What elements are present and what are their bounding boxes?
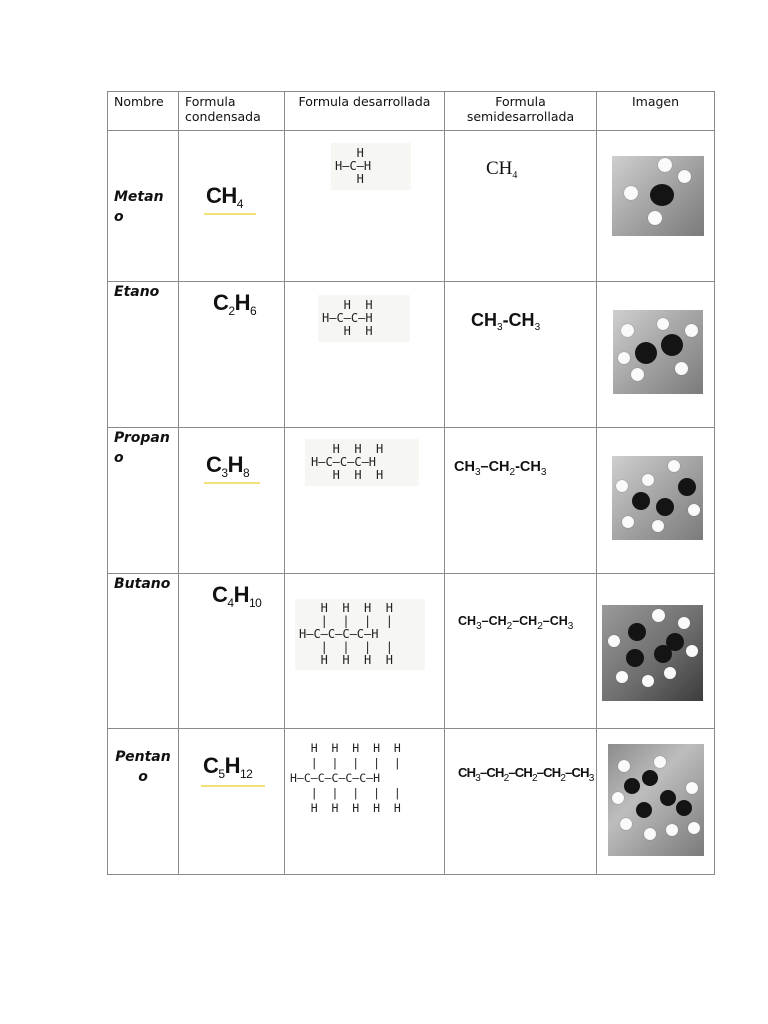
semi-formula xyxy=(445,282,597,428)
highlight-underline xyxy=(204,213,256,215)
header-condensada: Formula condensada xyxy=(179,92,285,131)
condensed-formula xyxy=(179,574,285,729)
header-desarrollada: Formula desarrollada xyxy=(285,92,445,131)
table-row xyxy=(108,574,715,729)
semi-formula xyxy=(445,574,597,729)
compound-name-text: Propano xyxy=(114,430,170,466)
compound-name xyxy=(108,729,179,875)
alkanes-table xyxy=(107,91,715,875)
header-row xyxy=(108,92,715,131)
compound-name xyxy=(108,428,179,574)
semi-formula xyxy=(445,131,597,282)
condensed-formula xyxy=(179,428,285,574)
table-row xyxy=(108,729,715,875)
semi-formula-text: $CH_3-CH_3$ xyxy=(471,310,541,333)
condensed-formula-text: $C_3H_8$ xyxy=(206,452,250,480)
compound-name-text: Butano xyxy=(114,576,171,592)
structural-formula-text: H H–C–H H xyxy=(331,143,411,190)
structural-formula-text: H H H H | | | | H–C–C–C–C–H | | | | H H H H xyxy=(295,599,425,670)
molecule-image xyxy=(597,282,715,428)
structural-formula-text: H H H–C–C–H H H xyxy=(318,295,410,342)
compound-name xyxy=(108,574,179,729)
condensed-formula xyxy=(179,282,285,428)
condensed-formula xyxy=(179,729,285,875)
compound-name-text: Pentano xyxy=(115,749,171,785)
semi-formula-text: $CH_3-CH_2-CH_2-CH_2-CH_3$ xyxy=(458,765,594,784)
structural-formula xyxy=(285,131,445,282)
semi-formula-text: $CH_4$ xyxy=(486,158,518,181)
condensed-formula xyxy=(179,131,285,282)
structural-formula xyxy=(285,282,445,428)
structural-formula-text: H H H H–C–C–C–H H H H xyxy=(305,439,419,486)
structural-formula xyxy=(285,574,445,729)
condensed-formula-text: $C_2H_6$ xyxy=(213,290,257,318)
highlight-underline xyxy=(201,785,265,787)
structural-formula xyxy=(285,729,445,875)
structural-formula xyxy=(285,428,445,574)
header-semidesarrollada: Formula semidesarrollada xyxy=(445,92,597,131)
header-nombre: Nombre xyxy=(108,92,179,131)
table-row xyxy=(108,428,715,574)
propane-model-photo xyxy=(612,456,703,540)
structural-formula-text: H H H H H | | | | | H–C–C–C–C–C–H | | | | | H H H H H xyxy=(288,739,440,818)
condensed-formula-text: $C_5H_{12}$ xyxy=(203,753,253,781)
condensed-formula-text: $CH_4$ xyxy=(206,183,243,211)
molecule-image xyxy=(597,428,715,574)
compound-name-text: Metano xyxy=(114,189,164,225)
condensed-formula-text: $C_4H_{10}$ xyxy=(212,582,262,610)
compound-name xyxy=(108,282,179,428)
pentane-model-photo xyxy=(608,744,704,856)
semi-formula xyxy=(445,428,597,574)
methane-model-photo xyxy=(612,156,704,236)
table-row xyxy=(108,282,715,428)
header-imagen: Imagen xyxy=(597,92,715,131)
highlight-underline xyxy=(204,482,260,484)
molecule-image xyxy=(597,574,715,729)
semi-formula xyxy=(445,729,597,875)
compound-name xyxy=(108,131,179,282)
compound-name-text: Etano xyxy=(114,284,160,300)
semi-formula-text: $CH_3-CH_2-CH_2-CH_3$ xyxy=(458,614,574,632)
molecule-image xyxy=(597,131,715,282)
molecule-image xyxy=(597,729,715,875)
table-row xyxy=(108,131,715,282)
butane-model-photo xyxy=(602,605,703,701)
semi-formula-text: $CH_3-CH_2-CH_3$ xyxy=(454,459,547,478)
ethane-model-photo xyxy=(613,310,703,394)
